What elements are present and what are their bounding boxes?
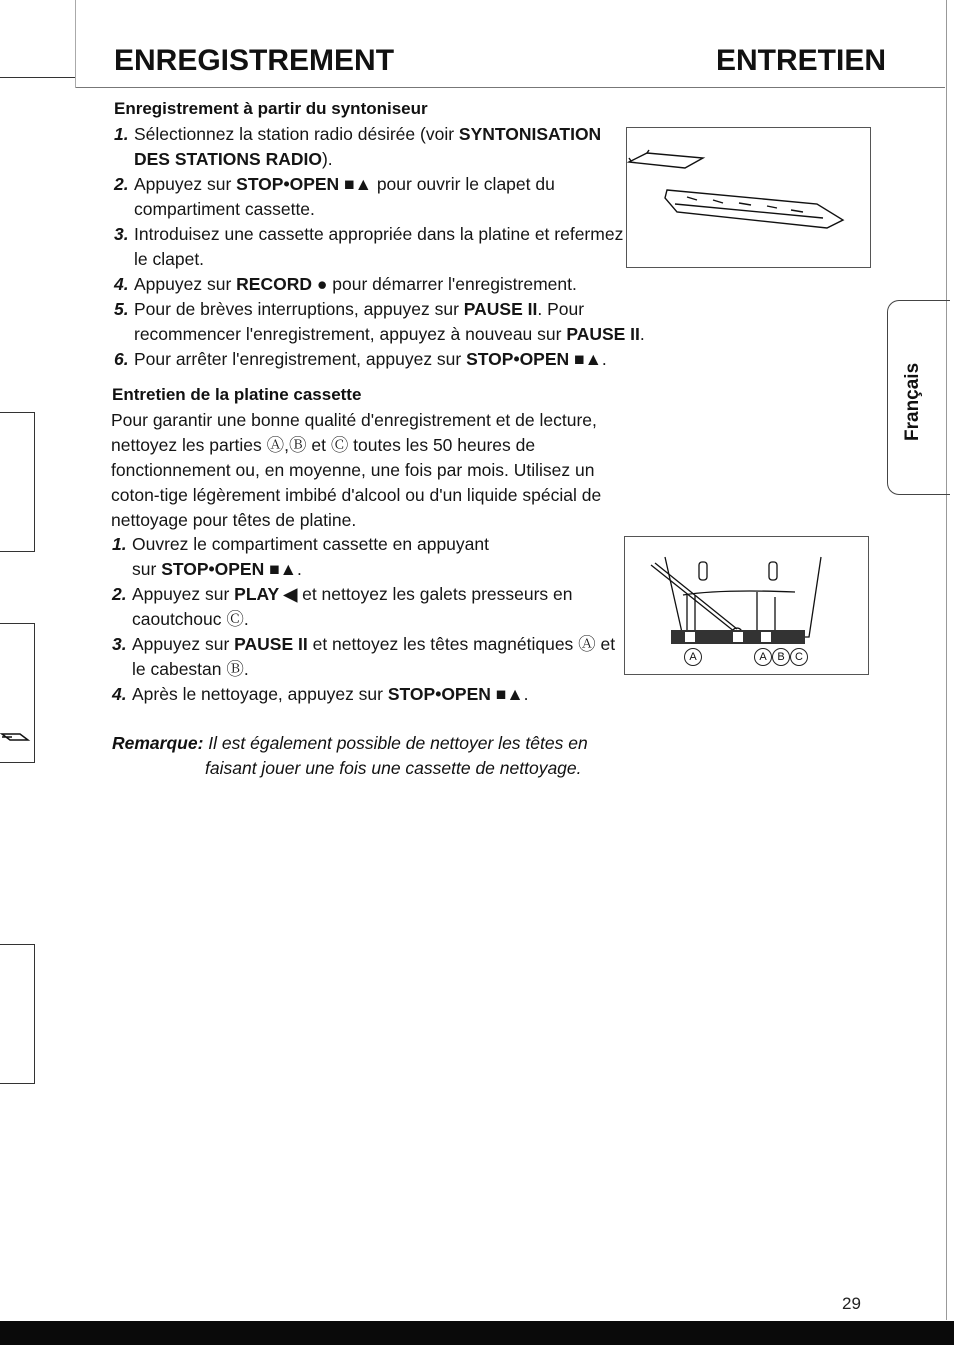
- step-text: .: [601, 349, 607, 369]
- language-tab-label: Français: [902, 362, 923, 441]
- step-keyword: PAUSE II: [234, 634, 308, 654]
- step-keyword: RECORD ●: [236, 274, 328, 294]
- step-text: Appuyez sur: [134, 274, 237, 294]
- step-keyword: PAUSE II: [463, 299, 538, 319]
- header-underline: [75, 87, 945, 88]
- step-text: Pour arrêter l'enregistrement, appuyez sur: [134, 349, 467, 369]
- step-keyword: STOP•OPEN ■▲: [161, 559, 297, 579]
- step-line: [112, 532, 632, 557]
- label-a-circle: A: [754, 648, 772, 666]
- note-line1: [112, 731, 588, 756]
- section1-steps: [114, 122, 645, 372]
- step-line: [114, 272, 634, 297]
- step-keyword: STOP•OPEN ■▲: [387, 684, 524, 704]
- step-number: 1.: [114, 124, 129, 144]
- header-rule: [0, 77, 75, 78]
- step-text: .: [639, 324, 645, 344]
- step-line: [114, 347, 634, 372]
- footer-bar: [0, 1321, 954, 1345]
- label-b-circle: B: [772, 648, 790, 666]
- step-line: [114, 247, 634, 272]
- step-line: [114, 122, 634, 147]
- intro-line: Pour garantir une bonne qualité d'enregistrement et de lecture,: [111, 410, 597, 430]
- step-text: Appuyez sur: [132, 634, 235, 654]
- step-text: pour démarrer l'enregistrement.: [327, 274, 577, 294]
- intro-line: nettoyage pour têtes de platine.: [111, 510, 357, 530]
- figure-tape-deck-heads: [624, 536, 869, 675]
- step-text: Après le nettoyage, appuyez sur: [132, 684, 388, 704]
- header-left-bracket: [75, 0, 76, 88]
- step-text: . Pour: [537, 299, 585, 319]
- note-line2: faisant jouer une fois une cassette de nettoyage.: [205, 758, 582, 778]
- step-line: [112, 557, 632, 582]
- language-tab: [887, 300, 950, 495]
- step-keyword: STOP•OPEN ■▲: [466, 349, 602, 369]
- figure-cassette-loading: [626, 127, 871, 268]
- step-line: [114, 322, 645, 347]
- step-line: [114, 222, 634, 247]
- step-text: le clapet.: [134, 249, 205, 269]
- title-entretien: ENTRETIEN: [716, 44, 887, 77]
- step-text: caoutchouc Ⓒ.: [132, 609, 249, 629]
- step-text: .: [297, 559, 302, 579]
- step-text: le cabestan Ⓑ.: [132, 659, 249, 679]
- step-line: [112, 657, 632, 682]
- step-text: recommencer l'enregistrement, appuyez à nouveau sur: [134, 324, 567, 344]
- step-number: 5.: [114, 299, 129, 319]
- step-text: Pour de brèves interruptions, appuyez sur: [134, 299, 464, 319]
- label-c-circle: C: [790, 648, 808, 666]
- step-text: pour ouvrir le clapet du: [371, 174, 555, 194]
- step-number: 1.: [112, 534, 127, 554]
- right-edge-line: [946, 0, 947, 1320]
- step-text: Sélectionnez la station radio désirée (voir: [134, 124, 459, 144]
- step-line: [112, 632, 632, 657]
- step-keyword: STOP•OPEN ■▲: [236, 174, 372, 194]
- step-line: [114, 147, 634, 172]
- step-line: [114, 297, 634, 322]
- step-keyword: PAUSE II: [566, 324, 640, 344]
- intro-line: nettoyez les parties Ⓐ,Ⓑ et Ⓒ toutes les 50 heures de: [111, 435, 536, 455]
- intro-line: fonctionnement ou, en moyenne, une fois par mois. Utilisez un: [111, 460, 595, 480]
- step-number: 3.: [112, 634, 127, 654]
- step-keyword: DES STATIONS RADIO: [134, 149, 322, 169]
- section2-intro: [111, 408, 601, 533]
- step-line: [114, 197, 634, 222]
- step-line: [112, 582, 632, 607]
- cassette-mini-icon: [0, 730, 32, 746]
- step-text: et nettoyez les galets presseurs en: [297, 584, 573, 604]
- step-number: 6.: [114, 349, 129, 369]
- section2-steps: [112, 532, 632, 707]
- intro-line: coton-tige légèrement imbibé d'alcool ou d'un liquide spécial de: [111, 485, 602, 505]
- section1-heading: Enregistrement à partir du syntoniseur: [114, 99, 428, 118]
- step-keyword: SYNTONISATION: [458, 124, 602, 144]
- step-line: [112, 607, 632, 632]
- margin-mark-1: [0, 412, 35, 552]
- step-number: 4.: [112, 684, 127, 704]
- step-number: 2.: [112, 584, 127, 604]
- step-number: 3.: [114, 224, 129, 244]
- step-text: sur: [132, 559, 162, 579]
- step-text: Appuyez sur: [134, 174, 237, 194]
- note-text1: Il est également possible de nettoyer les têtes en: [203, 733, 588, 753]
- step-line: [112, 682, 632, 707]
- step-text: Appuyez sur: [132, 584, 235, 604]
- margin-mark-3: [0, 944, 35, 1084]
- step-text: et nettoyez les têtes magnétiques Ⓐ et: [307, 634, 616, 654]
- page-number: 29: [842, 1294, 861, 1313]
- step-keyword: PLAY ◀: [234, 584, 298, 604]
- cassette-illustration: [627, 128, 870, 267]
- step-number: 4.: [114, 274, 129, 294]
- section2-heading: Entretien de la platine cassette: [112, 385, 362, 404]
- step-number: 2.: [114, 174, 129, 194]
- step-text: compartiment cassette.: [134, 199, 315, 219]
- note-label: Remarque:: [112, 733, 204, 753]
- title-enregistrement: ENREGISTREMENT: [114, 44, 395, 77]
- tape-deck-illustration: [625, 537, 868, 674]
- step-text: ).: [321, 149, 333, 169]
- step-text: Introduisez une cassette appropriée dans la platine et refermez: [134, 224, 624, 244]
- step-text: .: [523, 684, 529, 704]
- step-text: Ouvrez le compartiment cassette en appuyant: [132, 534, 489, 554]
- step-line: [114, 172, 634, 197]
- label-a-circle: A: [684, 648, 702, 666]
